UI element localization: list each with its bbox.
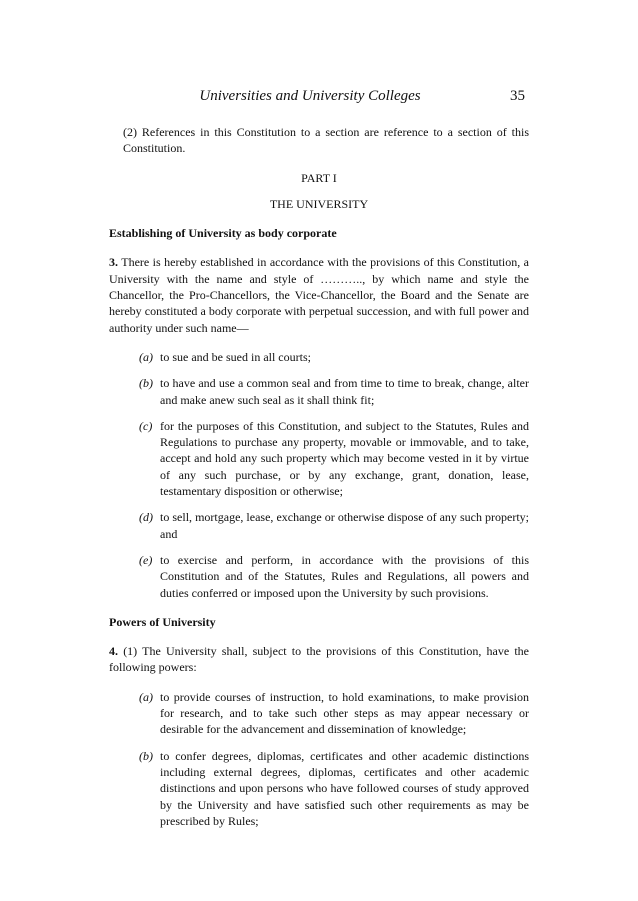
list-item-label: (b) [139, 748, 153, 763]
list-item-label: (e) [139, 552, 153, 567]
section-4-text: (1) The University shall, subject to the provisions of this Constitution, have the following powers: [109, 644, 530, 675]
list-item [109, 552, 529, 601]
list-item-text: to sell, mortgage, lease, exchange or otherwise dispose of any such property; and [160, 510, 529, 541]
section-3-number: 3. [109, 255, 118, 270]
header-title: Universities and University Colleges [199, 88, 421, 104]
list-item [109, 418, 529, 499]
running-header [0, 88, 638, 108]
part-subtitle: THE UNIVERSITY [269, 196, 369, 211]
list-item-text: to exercise and perform, in accordance with the provisions of this Constitution and of the Statutes, Rules and Regulations, all powers and duties conferred or imposed upon the University by such provisions. [160, 552, 529, 600]
list-item [109, 509, 529, 542]
list-item-label: (b) [139, 376, 153, 391]
section-3-heading: Establishing of University as body corporate [109, 226, 337, 241]
list-item [109, 748, 529, 829]
list-item-text: to have and use a common seal and from time to time to break, change, alter and make anew such seal as it shall think fit; [160, 376, 529, 407]
document-body [109, 124, 529, 829]
list-item-label: (d) [139, 510, 153, 525]
part-title: PART I [301, 170, 337, 185]
section-3-text: There is hereby established in accordance with the provisions of this Constitution, a University with the name and style of ……….., by which name and style the Chancellor, the Pro-Chancellors, the Vice-Chancellor, the Board and the Senate are hereby constituted a body corporate with perpetual succession, and with full power and authority under such name— [109, 255, 529, 335]
list-item-text: to provide courses of instruction, to hold examinations, to make provision for research, and to take such other steps as may appear necessary or desirable for the advancement and dissemination of knowledge; [160, 689, 529, 737]
list-item-text: to sue and be sued in all courts; [160, 349, 311, 364]
list-item-label: (a) [139, 349, 153, 364]
list-item-label: (c) [139, 418, 153, 433]
section-4-paragraph [109, 643, 529, 676]
list-item-text: to confer degrees, diplomas, certificates and other academic distinctions including external degrees, diplomas, certificates and other academic distinctions and upon persons who have followed courses of study approved by the University and have satisfied such other requirements as may be prescribed by Rules; [160, 748, 529, 828]
page-number: 35 [510, 88, 525, 104]
list-item [109, 375, 529, 408]
list-item-text: for the purposes of this Constitution, and subject to the Statutes, Rules and Regulations to purchase any property, movable or immovable, and to take, accept and hold any such property which may become vested in it by virtue of any such purchase, or by any exchange, grant, donation, lease, testamentary disposition or otherwise; [160, 418, 529, 499]
list-item [109, 349, 529, 365]
paragraph-references: (2) References in this Constitution to a section are reference to a section of this Constitution. [123, 125, 529, 156]
section-4-number: 4. [109, 644, 118, 659]
list-item [109, 689, 529, 738]
section-3-paragraph [109, 254, 529, 335]
list-item-label: (a) [139, 689, 153, 704]
section-4-heading: Powers of University [109, 614, 216, 629]
